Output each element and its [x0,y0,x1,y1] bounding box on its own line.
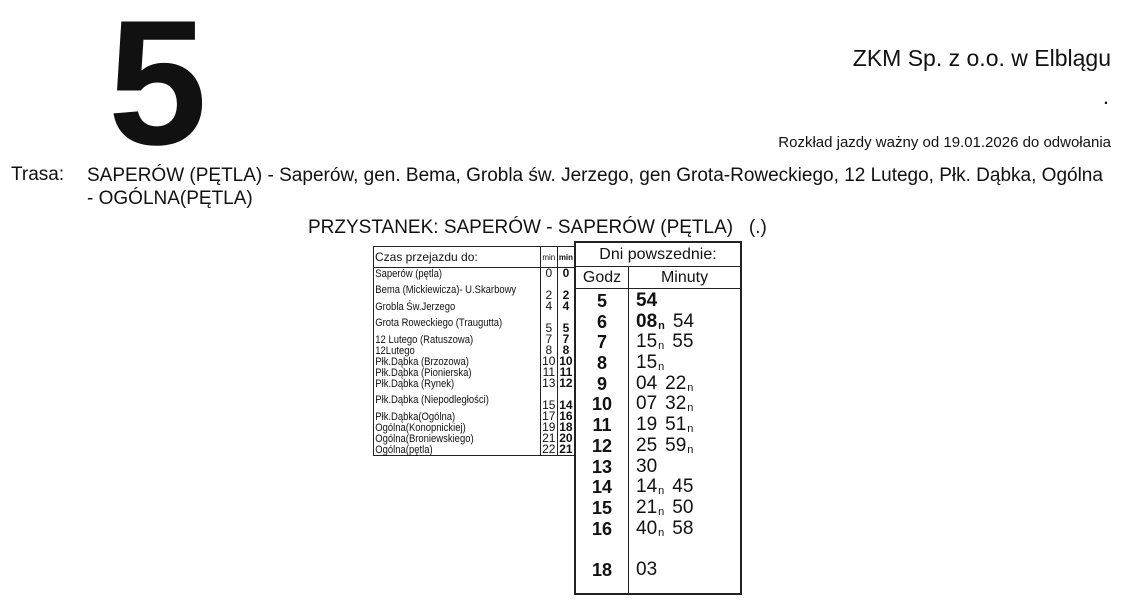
departure-minute [636,519,664,544]
travel-stop-name: Bema (Mickiewicza)- U.Skarbowy [374,279,517,301]
travel-stop-name: Płk.Dąbka (Pionierska) [374,367,517,378]
minute-value: 54 [636,290,658,311]
min-column-header: min [540,247,557,268]
travel-time-min: 10 [542,354,556,368]
travel-stop-name: Ogólna(Konopnickiej) [374,422,517,433]
minute-value: 19 [636,414,658,436]
minutes-list [628,457,665,478]
departure-minute [672,477,693,498]
course-note-marker: n [658,485,665,498]
minutes-list [628,436,701,457]
timetable-days: Dni powszednie: [576,243,740,267]
departure-minute [636,394,657,415]
travel-row [374,312,575,334]
minute-value: 21 [636,496,658,518]
route-label: Trasa: [11,164,65,185]
course-note-marker: n [687,402,694,415]
course-note-marker: n [687,423,694,436]
departure-minute [665,436,693,461]
minute-value: 15 [636,352,658,374]
hour-value: 8 [596,353,607,374]
course-note-marker: n [658,340,665,353]
travel-time-min: 22 [542,442,556,456]
minute-value: 22 [665,372,687,394]
minute-value: 58 [672,517,694,539]
course-note-marker: n [658,526,665,539]
timetable-hour-row [576,291,740,312]
travel-time-min: 8 [540,345,557,356]
travel-time-min: 17 [542,409,556,423]
travel-row [374,301,575,312]
hour-value: 10 [591,394,613,415]
travel-time-min-bold: 2 [557,279,574,301]
course-note-marker: n [658,319,665,332]
travel-time-min: 5 [540,312,557,334]
timetable-hour-row [576,457,740,478]
travel-time-min-bold: 8 [557,345,574,356]
travel-time-min-bold: 11 [557,367,574,378]
minute-value: 08 [636,310,658,332]
minutes-list [628,374,701,395]
hour-value: 11 [592,415,612,436]
travel-stop-name: Płk.Dąbka (Niepodległości) [374,389,517,411]
minute-value: 55 [672,331,694,353]
travel-time-min-bold: 21 [559,442,573,456]
course-note-marker: n [687,443,694,456]
departure-minute [636,291,657,312]
travel-time-min: 21 [542,431,556,445]
timetable-hour-row [576,353,740,374]
travel-time-min-bold: 14 [557,389,574,411]
travel-time-min: 15 [540,389,557,411]
hour-value: 15 [591,497,613,518]
travel-stop-name: 12Lutego [374,345,517,356]
departure-minute [672,519,693,540]
minutes-list [628,477,701,498]
travel-time-min-bold: 20 [559,431,573,445]
company-name: ZKM Sp. z o.o. w Elblągu [852,45,1111,71]
validity-note: Rozkład jazdy ważny od 19.01.2026 do odwołania [778,134,1111,151]
hour-value: 5 [596,291,607,311]
travel-time-min-bold: 16 [559,409,573,423]
hour-value [576,539,628,560]
minute-value: 15 [636,331,658,353]
departure-minute [636,457,657,478]
timetable-hour-row [576,332,740,353]
minute-value: 45 [672,476,694,498]
minute-value: 54 [672,310,695,332]
travel-time-min-bold: 4 [557,301,574,312]
hour-column-header: Godz [576,267,629,288]
timetable-header [576,267,740,289]
hour-value: 14 [591,477,613,498]
travel-time-min-bold: 18 [559,420,573,434]
course-note-marker: n [658,361,665,374]
timetable-hour-row [576,519,740,540]
minutes-list [628,560,665,581]
timetable-hour-row [576,394,740,415]
minute-value: 25 [636,434,658,456]
minutes-column-header: Minuty [660,269,709,286]
minute-value: 32 [665,393,687,415]
timetable-rows [576,291,740,581]
minute-value: 40 [636,517,658,539]
travel-stop-name: Płk.Dąbka (Brzozowa) [374,356,517,367]
course-note-marker: n [658,505,665,518]
travel-time-header: Czas przejazdu do: [374,247,541,268]
travel-row [374,389,575,411]
stop-heading: PRZYSTANEK: SAPERÓW - SAPERÓW (PĘTLA) (.) [308,217,767,238]
travel-stop-name: Ogólna(Broniewskiego) [374,433,517,444]
departure-minute [636,374,657,395]
minute-value: 51 [665,414,687,436]
travel-time-min: 2 [540,279,557,301]
travel-time-table [373,246,575,456]
travel-stop-name: 12 Lutego (Ratuszowa) [374,334,517,345]
travel-time-min: 7 [540,334,557,345]
minute-value: 03 [636,558,658,580]
travel-stop-name: Grobla Św.Jerzego [374,301,517,312]
travel-stop-name: Płk.Dąbka(Ogólna) [374,411,517,422]
minute-value: 30 [636,455,658,477]
departure-minute [672,332,693,353]
travel-row [374,378,575,389]
travel-time-min: 11 [540,367,557,378]
minutes-list [628,312,702,333]
departure-minute [636,560,657,581]
travel-stop-name: Płk.Dąbka (Rynek) [374,378,517,389]
travel-time-rows [374,268,575,456]
timetable-hour-row [576,374,740,395]
minutes-list [628,353,672,374]
minute-value: 14 [636,476,658,498]
travel-time-min-bold: 5 [557,312,574,334]
course-note-marker: n [687,381,694,394]
hour-value: 9 [596,373,607,394]
hour-value: 6 [596,311,607,332]
timetable-hour-row [576,498,740,519]
travel-row [374,444,575,456]
hour-value: 13 [591,456,613,477]
departure-minute [673,312,694,333]
minutes-list [628,332,701,353]
timetable-hour-row [576,436,740,457]
travel-time-min-bold: 0 [557,268,574,280]
travel-row [374,279,575,301]
minute-value: 50 [672,496,694,518]
travel-stop-name: Ogólna(pętla) [374,444,517,456]
header-dot: . [1102,84,1109,109]
hour-value: 16 [591,518,613,539]
timetable-hour-row [576,415,740,436]
timetable-hour-row [576,560,740,581]
hour-value: 12 [591,435,613,456]
travel-time-min-bold: 12 [559,376,573,390]
travel-time-min-bold: 7 [557,334,574,345]
minutes-list [628,498,701,519]
line-number: 5 [108,0,203,182]
departure-minute [636,436,657,457]
timetable-hour-row [576,312,740,333]
minutes-list [628,539,636,560]
travel-time-min: 19 [542,420,556,434]
departure-minute [636,415,657,436]
travel-stop-name: Grota Roweckiego (Traugutta) [374,312,517,334]
travel-time-min: 13 [542,376,556,390]
travel-time-min: 0 [540,268,557,280]
minutes-list [628,415,701,436]
route-description: SAPERÓW (PĘTLA) - Saperów, gen. Bema, Grobla św. Jerzego, gen Grota-Roweckiego, 12 Lutego, Płk. Dąbka, Ogólna - OGÓLNA(PĘTLA) [87,165,1103,209]
minutes-list [628,394,701,415]
minutes-list [628,291,665,312]
min-column-header-bold: min [557,247,574,268]
minute-value: 04 [636,372,658,394]
minute-value: 59 [665,434,687,456]
travel-time-min: 4 [540,301,557,312]
timetable-hour-row [576,477,740,498]
minute-value: 07 [636,393,658,415]
travel-row [374,268,575,280]
hour-value: 18 [591,559,613,580]
travel-stop-name: Saperów (pętla) [374,268,517,280]
travel-row [374,334,575,345]
timetable [574,241,742,595]
departure-minute [672,498,693,519]
travel-time-min-bold: 10 [559,354,573,368]
minutes-list [628,519,701,540]
hour-value: 7 [596,332,607,353]
